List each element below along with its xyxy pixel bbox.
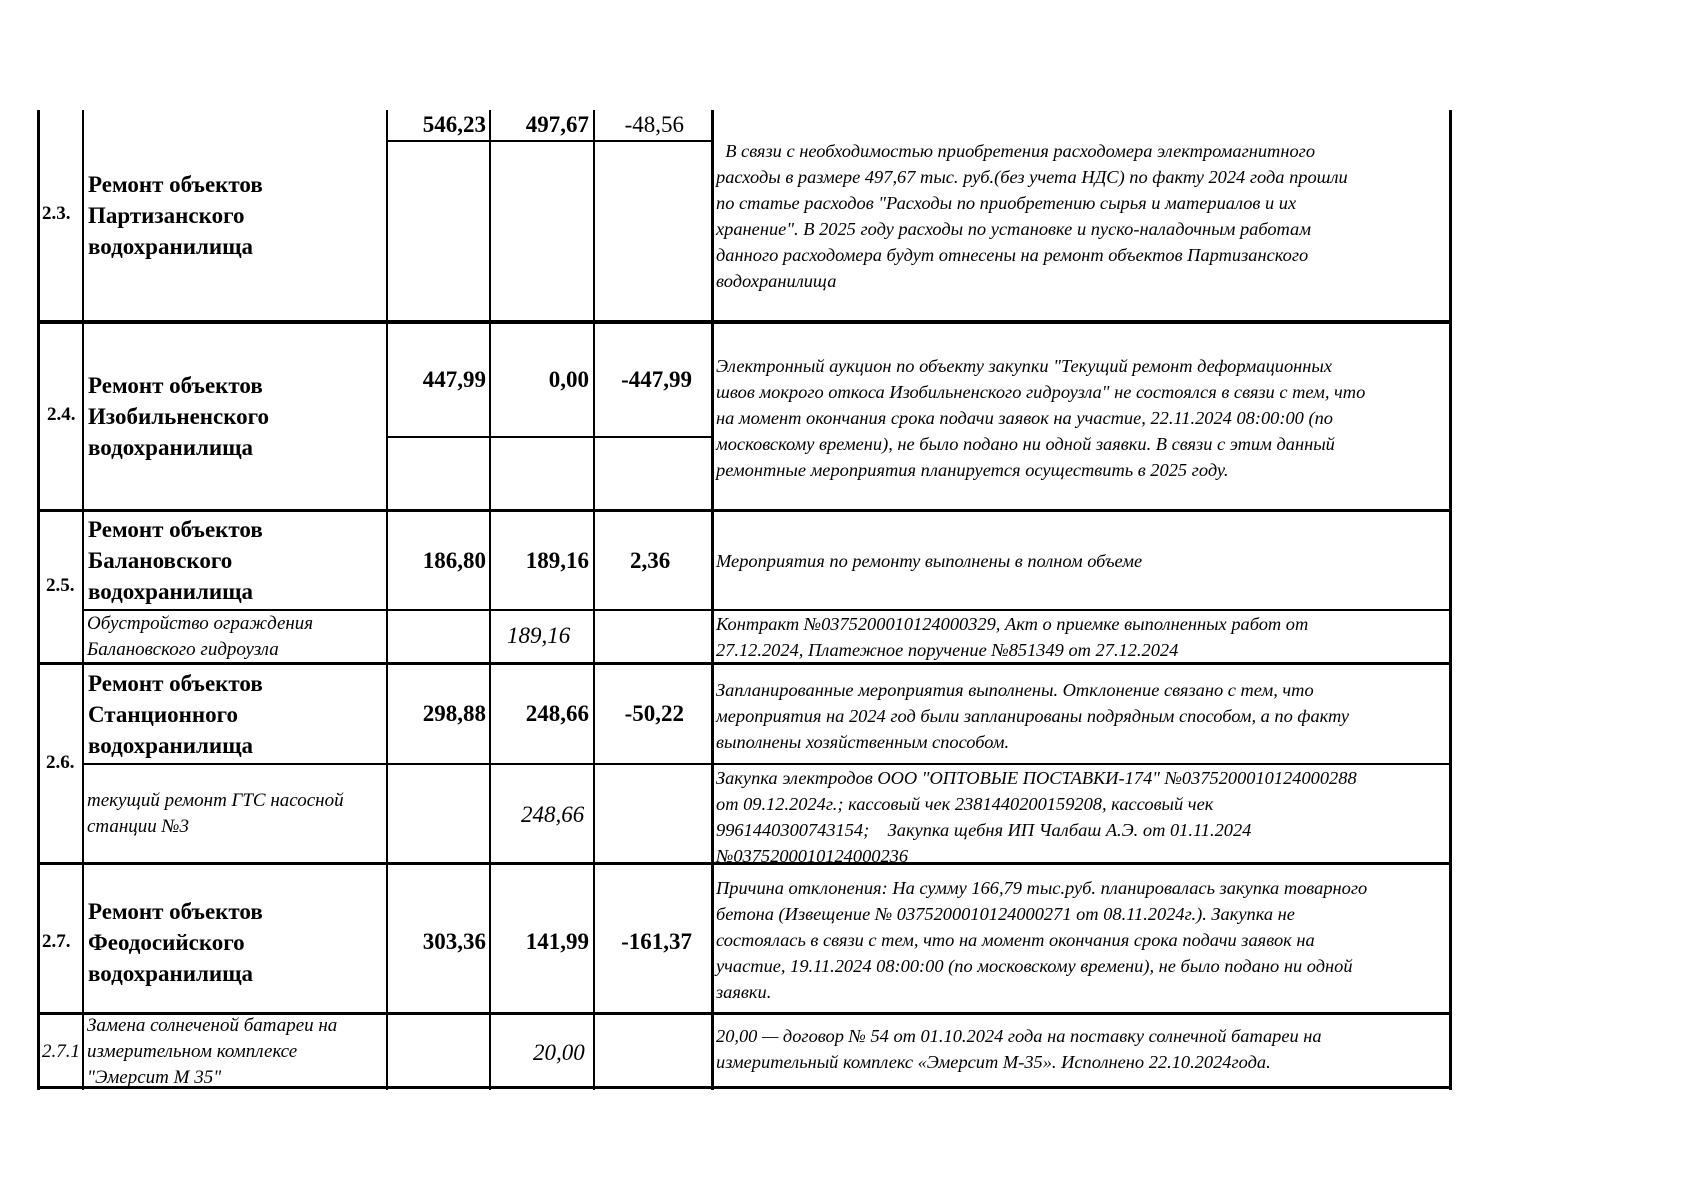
comment-line: 20,00 — договор № 54 от 01.10.2024 года на поставку солнечной батареи на — [716, 1026, 1322, 1046]
comment-line: на момент окончания срока подачи заявок на участие, 22.11.2024 08:00:00 (по — [716, 408, 1333, 428]
comment-line: В связи с необходимостью приобретения расходомера электромагнитного — [716, 141, 1316, 161]
plan-value: 303,36 — [422, 929, 486, 954]
deviation-value: -48,56 — [624, 112, 684, 137]
comment-line: участие, 19.11.2024 08:00:00 (по московскому времени), не было подано ни одной — [716, 956, 1353, 976]
row-title-line: водохранилища — [88, 733, 254, 758]
row-number: 2.7. — [42, 931, 71, 952]
comment-line: Мероприятия по ремонту выполнены в полном объеме — [716, 551, 1143, 571]
comment-line: 9961440300743154; Закупка щебня ИП Чалбаш А.Э. от 01.11.2024 — [716, 820, 1252, 840]
fact-value: 497,67 — [525, 112, 589, 137]
row-number: 2.4. — [47, 404, 76, 425]
row-title-line: Ремонт объектов — [88, 517, 263, 542]
table-border-right — [1449, 110, 1452, 1090]
row-title-line: Ремонт объектов — [88, 671, 263, 696]
comment-line: заявки. — [716, 982, 772, 1002]
subitem-line: Балановского гидроузла — [87, 639, 279, 660]
fact-value: 141,99 — [525, 929, 589, 954]
row-number: 2.7.1 — [42, 1041, 80, 1062]
subitem-line: станции №3 — [87, 816, 189, 837]
row-number: 2.5. — [46, 575, 75, 596]
row-number: 2.3. — [42, 203, 71, 224]
comment-line: хранение". В 2025 году расходы по установке и пуско-наладочным работам — [716, 219, 1311, 239]
subitem-line: "Эмерсит М 35" — [87, 1067, 222, 1088]
subitem-line: текущий ремонт ГТС насосной — [87, 790, 344, 811]
subitem-line: Замена солнеченой батареи на — [87, 1015, 338, 1036]
comment-line: измерительный комплекс «Эмерсит М-35». Исполнено 22.10.2024года. — [716, 1052, 1271, 1072]
row-title-line: Ремонт объектов — [88, 373, 263, 398]
fact-value: 189,16 — [525, 548, 589, 573]
row-number: 2.6. — [46, 752, 75, 773]
row-title-line: Феодосийского — [88, 930, 245, 955]
comment-line: швов мокрого откоса Изобильненского гидроузла" не состоялся в связи с тем, что — [716, 382, 1366, 402]
plan-value: 546,23 — [422, 112, 486, 137]
comment-line: №0375200010124000236 — [716, 846, 909, 866]
row-title-line: водохранилища — [88, 234, 254, 259]
subitem-line: измерительном комплексе — [87, 1041, 298, 1062]
column-divider — [386, 110, 388, 1090]
row-title-line: Станционного — [88, 702, 239, 727]
comment-line: Контракт №0375200010124000329, Акт о приемке выполненных работ от — [716, 614, 1309, 634]
comment-line: Закупка электродов ООО "ОПТОВЫЕ ПОСТАВКИ-174" №0375200010124000288 — [716, 768, 1357, 788]
comment-line: данного расходомера будут отнесены на ремонт объектов Партизанского — [716, 245, 1309, 265]
row-title-line: Изобильненского — [88, 404, 270, 429]
row-divider — [37, 320, 1452, 324]
comment-line: ремонтные мероприятия планируется осуществить в 2025 году. — [716, 460, 1229, 480]
comment-line: Причина отклонения: На сумму 166,79 тыс.руб. планировалась закупка товарного — [716, 878, 1368, 898]
column-divider — [82, 110, 84, 1090]
comment-line: 27.12.2024, Платежное поручение №851349 от 27.12.2024 — [716, 640, 1179, 660]
comment-line: мероприятия на 2024 год были запланированы подрядным способом, а по факту — [716, 706, 1350, 726]
row-title-line: Партизанского — [88, 203, 245, 228]
column-divider — [489, 110, 491, 1090]
fact-value: 0,00 — [548, 367, 589, 392]
subitem-line: Обустройство ограждения — [87, 613, 314, 634]
column-divider — [593, 110, 595, 1090]
row-title-line: Ремонт объектов — [88, 172, 263, 197]
row-title-line: водохранилища — [88, 961, 254, 986]
table-border-left — [37, 110, 40, 1090]
row-divider — [386, 436, 713, 438]
deviation-value: -50,22 — [624, 701, 684, 726]
comment-line: состоялась в связи с тем, что на момент окончания срока подачи заявок на — [716, 930, 1315, 950]
table-border-bottom — [37, 1086, 1452, 1089]
subitem-fact-value: 20,00 — [533, 1040, 585, 1065]
row-title-line: Балановского — [88, 548, 233, 573]
comment-line: выполнены хозяйственным способом. — [716, 732, 1010, 752]
row-divider — [386, 140, 713, 142]
comment-line: расходы в размере 497,67 тыс. руб.(без учета НДС) по факту 2024 года прошли — [716, 167, 1348, 187]
subitem-fact-value: 189,16 — [507, 623, 571, 648]
plan-value: 298,88 — [422, 701, 486, 726]
subitem-fact-value: 248,66 — [521, 802, 585, 827]
row-title-line: водохранилища — [88, 579, 254, 604]
row-title-line: Ремонт объектов — [88, 899, 263, 924]
plan-value: 447,99 — [422, 367, 486, 392]
comment-line: от 09.12.2024г.; кассовый чек 2381440200159208, кассовый чек — [716, 794, 1214, 814]
row-title-line: водохранилища — [88, 435, 254, 460]
column-divider — [711, 110, 714, 1090]
comment-line: Запланированные мероприятия выполнены. Отклонение связано с тем, что — [716, 680, 1314, 700]
plan-value: 186,80 — [422, 548, 486, 573]
comment-line: московскому времени), не было подано ни одной заявки. В связи с этим данный — [716, 434, 1335, 454]
deviation-value: 2,36 — [630, 548, 671, 573]
deviation-value: -447,99 — [621, 367, 692, 392]
comment-line: по статье расходов "Расходы по приобретению сырья и материалов и их — [716, 193, 1297, 213]
comment-line: водохранилища — [716, 271, 837, 291]
comment-line: бетона (Извещение № 0375200010124000271 от 08.11.2024г.). Закупка не — [716, 904, 1295, 924]
comment-line: Электронный аукцион по объекту закупки "Текущий ремонт деформационных — [716, 356, 1333, 376]
deviation-value: -161,37 — [621, 929, 692, 954]
row-divider — [37, 509, 1452, 512]
fact-value: 248,66 — [525, 701, 589, 726]
